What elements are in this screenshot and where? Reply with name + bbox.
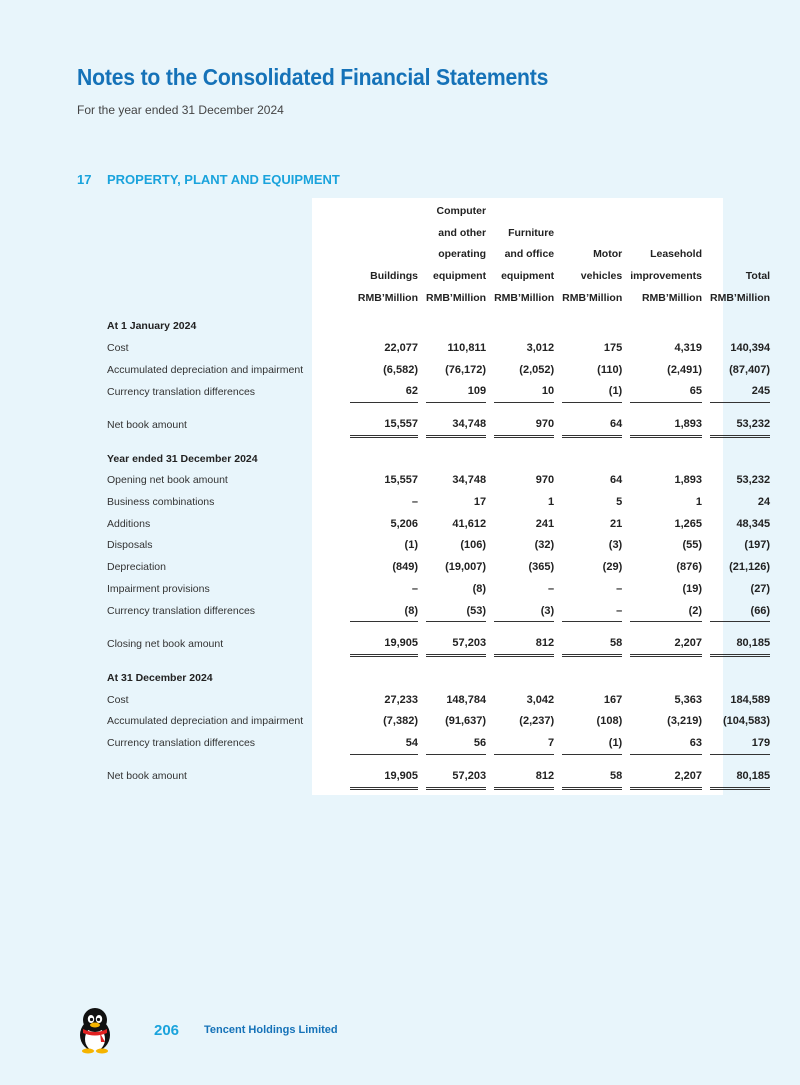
table-cell	[350, 315, 418, 337]
table-cell: 53,232	[736, 474, 771, 487]
table-cell: 80,185	[710, 765, 770, 788]
section-heading	[77, 172, 340, 187]
table-row	[77, 689, 770, 711]
table-cell: 27,233	[384, 693, 418, 706]
table-cell: 1	[695, 496, 703, 509]
table-cell: (87,407)	[729, 363, 771, 376]
table-cell: 80,185	[710, 632, 770, 655]
table-row	[77, 632, 770, 655]
table-cell: 17	[473, 496, 487, 509]
spacer-row	[77, 436, 770, 448]
table-cell: 5,206	[390, 517, 418, 530]
table-cell: –	[411, 582, 418, 595]
table-row	[77, 513, 770, 535]
table-cell: (365)	[528, 561, 555, 574]
column-header-line	[562, 223, 622, 245]
row-label: Depreciation	[107, 561, 166, 574]
row-label: At 31 December 2024	[107, 671, 213, 684]
table-cell: 148,784	[446, 693, 487, 706]
column-header-line	[630, 201, 702, 223]
page-subtitle: For the year ended 31 December 2024	[77, 103, 284, 117]
table-cell: 812	[494, 632, 554, 655]
column-header-line: Furniture	[508, 226, 555, 239]
page-number: 206	[154, 1022, 180, 1039]
table-cell: 5,363	[674, 693, 703, 706]
column-header-line	[630, 223, 702, 245]
table-cell: (108)	[596, 715, 623, 728]
row-label: Currency translation differences	[107, 385, 256, 398]
table-row	[77, 600, 770, 622]
section-title: PROPERTY, PLANT AND EQUIPMENT	[107, 172, 340, 187]
table-cell: (8)	[472, 582, 487, 595]
table-cell: 5	[616, 496, 623, 509]
page-title: Notes to the Consolidated Financial Statements	[77, 64, 549, 90]
table-cell: 179	[710, 732, 770, 754]
table-cell: 1,893	[674, 474, 703, 487]
table-cell: 175	[603, 341, 623, 354]
table-cell: (110)	[597, 363, 623, 376]
table-row	[77, 413, 770, 436]
column-header-line	[710, 201, 770, 223]
column-header-line: vehicles	[580, 270, 623, 283]
spacer-row	[77, 622, 770, 633]
table-cell: 19,905	[350, 632, 418, 655]
column-header-line: Motor	[593, 248, 623, 261]
table-cell	[562, 315, 622, 337]
table-cell: 57,203	[426, 765, 486, 788]
column-header-line	[710, 244, 770, 266]
table-cell: (6,582)	[383, 363, 418, 376]
section-subheading-row	[77, 315, 770, 337]
table-cell: (2,237)	[519, 715, 555, 728]
table-cell: 21	[609, 517, 623, 530]
column-header-line: improvements	[630, 270, 703, 283]
table-row	[77, 470, 770, 492]
table-cell	[350, 448, 418, 470]
table-cell: (27)	[750, 582, 771, 595]
table-cell: (849)	[392, 561, 418, 574]
table-cell: (2,052)	[519, 363, 555, 376]
column-header-line	[562, 201, 622, 223]
column-header-line: operating	[438, 248, 487, 261]
table-cell	[630, 315, 702, 337]
table-cell	[630, 448, 702, 470]
table-cell	[562, 448, 622, 470]
table-row	[77, 359, 770, 381]
row-label: Disposals	[107, 539, 153, 552]
table-cell: 167	[603, 693, 623, 706]
row-label: Opening net book amount	[107, 474, 228, 487]
table-cell: –	[548, 582, 555, 595]
column-header	[426, 201, 486, 309]
table-row	[77, 710, 770, 732]
table-cell: 22,077	[384, 341, 418, 354]
row-label: Currency translation differences	[107, 737, 256, 750]
table-row	[77, 765, 770, 788]
column-header-line: RMB’Million	[641, 291, 703, 304]
row-label: Cost	[107, 341, 129, 354]
table-cell: 110,811	[447, 341, 487, 354]
column-header-line: Total	[745, 270, 771, 283]
table-cell	[350, 667, 418, 689]
table-cell: –	[616, 582, 623, 595]
table-cell: 65	[630, 381, 702, 403]
table-cell: 140,394	[730, 341, 771, 354]
spacer-row	[77, 403, 770, 414]
row-label: Net book amount	[107, 770, 187, 783]
table-cell	[426, 667, 486, 689]
column-header-line: Leasehold	[650, 248, 703, 261]
column-header-line: equipment	[432, 270, 487, 283]
table-cell	[426, 315, 486, 337]
table-cell: 58	[562, 765, 622, 788]
table-cell: 62	[350, 381, 418, 403]
column-header-line	[710, 223, 770, 245]
table-cell: 970	[494, 413, 554, 436]
table-cell: (53)	[426, 600, 486, 622]
row-label: Closing net book amount	[107, 637, 224, 650]
table-row	[77, 381, 770, 403]
table-cell: 48,345	[736, 517, 771, 530]
table-cell: (3)	[608, 539, 623, 552]
column-header	[350, 201, 418, 309]
table-cell: 41,612	[452, 517, 487, 530]
table-cell: (3)	[494, 600, 554, 622]
column-header-line: Computer	[436, 205, 487, 217]
qq-penguin-icon	[74, 1006, 116, 1054]
table-cell: (104,583)	[723, 715, 771, 728]
table-cell: 54	[350, 732, 418, 754]
table-row	[77, 556, 770, 578]
table-cell: 15,557	[384, 474, 418, 487]
table-cell: (8)	[350, 600, 418, 622]
column-header-line: RMB’Million	[562, 291, 623, 304]
table-row	[77, 578, 770, 600]
table-cell	[630, 667, 702, 689]
table-cell	[494, 448, 554, 470]
table-cell	[710, 315, 770, 337]
column-header	[494, 201, 554, 309]
table-cell: 24	[757, 496, 771, 509]
header-label-cell	[77, 201, 342, 309]
table-cell: 10	[494, 381, 554, 403]
column-header-line: RMB’Million	[710, 291, 771, 304]
column-header-line	[494, 201, 554, 223]
row-label: Impairment provisions	[107, 582, 210, 595]
column-header-line: RMB’Million	[426, 291, 487, 304]
table-cell	[710, 667, 770, 689]
table-cell: 15,557	[350, 413, 418, 436]
column-header-line	[350, 223, 418, 245]
table-cell: 64	[562, 413, 622, 436]
table-cell: (106)	[460, 539, 487, 552]
table-cell: 970	[535, 474, 555, 487]
table-cell: 245	[710, 381, 770, 403]
table-cell: (1)	[404, 539, 418, 552]
table-cell: 7	[494, 732, 554, 754]
spacer-row	[77, 754, 770, 765]
table-row	[77, 491, 770, 513]
table-cell: 1,893	[630, 413, 702, 436]
row-label: Accumulated depreciation and impairment	[107, 715, 304, 728]
column-header	[710, 201, 770, 309]
table-cell: 4,319	[674, 341, 703, 354]
table-body	[77, 315, 770, 788]
table-cell: –	[562, 600, 622, 622]
table-cell: 1	[548, 496, 555, 509]
table-cell: (21,126)	[729, 561, 771, 574]
column-header-line: RMB’Million	[494, 291, 555, 304]
table-cell: 63	[630, 732, 702, 754]
table-cell: 241	[535, 517, 555, 530]
table-cell: 1,265	[674, 517, 703, 530]
row-label: Currency translation differences	[107, 604, 256, 617]
table-cell: 19,905	[350, 765, 418, 788]
row-label: Accumulated depreciation and impairment	[107, 363, 304, 376]
table-cell: (1)	[562, 381, 622, 403]
table-cell: –	[411, 496, 418, 509]
table-cell: 34,748	[426, 413, 486, 436]
table-cell	[562, 667, 622, 689]
table-cell	[494, 667, 554, 689]
table-cell: (19)	[682, 582, 703, 595]
table-cell	[710, 448, 770, 470]
section-number: 17	[77, 172, 92, 187]
table-cell: 2,207	[630, 632, 702, 655]
table-cell: (2,491)	[667, 363, 703, 376]
table-cell: 2,207	[630, 765, 702, 788]
header-row	[77, 201, 770, 309]
table-cell: (876)	[676, 561, 703, 574]
table-cell: (2)	[630, 600, 702, 622]
row-label: Cost	[107, 693, 129, 706]
table-cell: (55)	[682, 539, 703, 552]
column-header-line: equipment	[501, 270, 555, 283]
spacer-row	[77, 656, 770, 668]
table-cell: (32)	[534, 539, 555, 552]
row-label: Additions	[107, 517, 151, 530]
table-cell: 53,232	[710, 413, 770, 436]
table-cell: 56	[426, 732, 486, 754]
table-cell: (197)	[744, 539, 771, 552]
section-subheading-row	[77, 667, 770, 689]
table-cell: 812	[494, 765, 554, 788]
row-label: Business combinations	[107, 496, 215, 509]
table-row	[77, 337, 770, 359]
ppe-table	[77, 201, 770, 790]
table-cell: (3,219)	[667, 715, 703, 728]
table-cell: (66)	[710, 600, 770, 622]
column-header	[562, 201, 622, 309]
column-header-line	[350, 201, 418, 223]
table-cell: 3,042	[526, 693, 555, 706]
table-cell: (91,637)	[445, 715, 487, 728]
table-cell: 58	[562, 632, 622, 655]
table-cell	[494, 315, 554, 337]
table-cell: 184,589	[730, 693, 771, 706]
table-cell: 64	[609, 474, 623, 487]
row-label: At 1 January 2024	[107, 320, 197, 333]
row-label: Year ended 31 December 2024	[107, 452, 258, 465]
row-label: Net book amount	[107, 418, 187, 431]
table-cell: 109	[426, 381, 486, 403]
table-cell: (19,007)	[445, 561, 487, 574]
section-subheading-row	[77, 448, 770, 470]
column-header-line: RMB’Million	[357, 291, 418, 304]
table-header	[77, 201, 770, 315]
table-cell: (76,172)	[445, 363, 487, 376]
table-row	[77, 732, 770, 754]
table-cell: (29)	[602, 561, 623, 574]
table-cell: 34,748	[452, 474, 487, 487]
column-header-line: Buildings	[370, 270, 418, 283]
column-header-line	[350, 244, 418, 266]
table-cell: (7,382)	[383, 715, 418, 728]
column-header-line: and office	[504, 248, 555, 261]
column-header	[630, 201, 702, 309]
table-cell: 3,012	[526, 341, 555, 354]
table-cell: (1)	[562, 732, 622, 754]
table-row	[77, 535, 770, 557]
table-cell: 57,203	[426, 632, 486, 655]
column-header-line: and other	[438, 226, 487, 239]
company-name: Tencent Holdings Limited	[204, 1024, 338, 1036]
table-cell	[426, 448, 486, 470]
